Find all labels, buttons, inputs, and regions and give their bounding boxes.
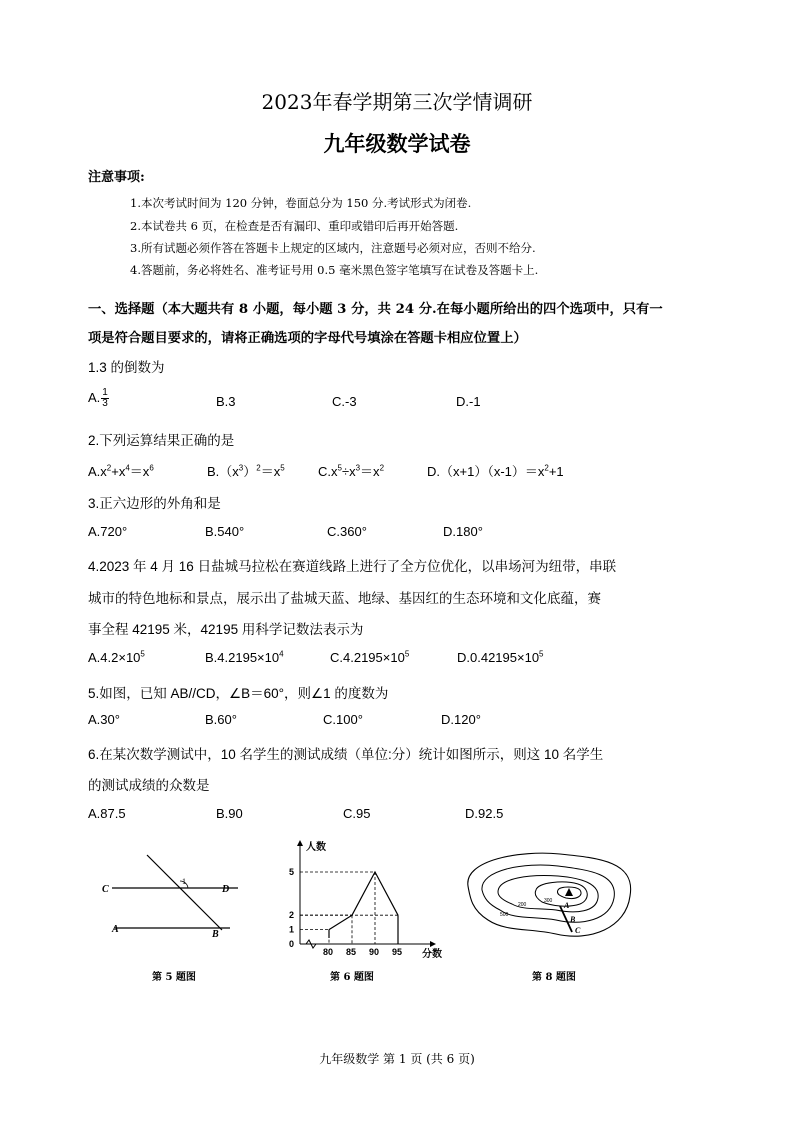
y-tick-label: 5 [289, 867, 295, 877]
contour-3 [498, 876, 598, 912]
label-a: A [112, 924, 119, 935]
q5-option-d: D.120° [441, 712, 481, 727]
question-4-stem-line: 4.2023 年 4 月 16 日盐城马拉松在赛道线路上进行了全方位优化，以串场河为纽带，串联 [88, 559, 617, 574]
x-axis-arrow [430, 941, 436, 947]
q1-option-d: D.-1 [456, 394, 481, 409]
x-tick-label: 90 [369, 947, 380, 957]
x-tick-label: 95 [392, 947, 403, 957]
label-b: B [570, 915, 576, 924]
q6-option-d: D.92.5 [465, 806, 504, 821]
q3-option-b: B.540° [205, 524, 245, 539]
q6-option-c: C.95 [343, 806, 371, 821]
figure-5-parallel-lines [100, 850, 240, 938]
label-b: B [212, 929, 219, 938]
figure-8-caption: 第 8 题图 [532, 972, 576, 983]
q6-option-a: A.87.5 [88, 806, 126, 821]
x-tick-label: 85 [346, 947, 357, 957]
y-tick-label: 2 [289, 910, 295, 921]
section-heading: 一、选择题（本大题共有 8 小题，每小题 3 分，共 24 分.在每小题所给出的四个选项中，只有一 [88, 302, 663, 317]
label-a: A [564, 901, 570, 910]
question-2-stem: 2.下列运算结果正确的是 [88, 433, 235, 448]
q4-option-c: $C.4.2195\times 10^5$ [330, 649, 410, 665]
x-tick-label: 80 [323, 947, 334, 957]
label-angle-1: 1 [182, 877, 186, 886]
label-c: C [575, 926, 581, 935]
q4-option-a: $A.4.2\times 10^5$ [88, 649, 145, 665]
q2-option-b: $B.(x^3)^2=x^5$ [207, 463, 285, 479]
question-6-stem-line: 的测试成绩的众数是 [88, 778, 210, 793]
contour-label: 500 [500, 912, 509, 918]
y-axis-label: 人数 [306, 842, 326, 853]
q4-option-b: $B.4.2195\times 10^4$ [205, 649, 284, 665]
label-c: C [102, 884, 109, 895]
q5-option-a: A.30° [88, 712, 120, 727]
notes-heading: 注意事项: [88, 170, 145, 185]
q1-option-b: B.3 [216, 394, 236, 409]
exam-subtitle: 九年级数学试卷 [323, 131, 471, 156]
figure-6-chart [282, 836, 452, 958]
q5-option-b: B.60° [205, 712, 237, 727]
figure-8-contour-map [460, 846, 640, 946]
q2-option-c: $C.x^5\div x^3=x^2$ [318, 463, 385, 479]
label-d: D [222, 884, 230, 895]
q3-option-d: D.180° [443, 524, 483, 539]
y-tick-label: 0 [289, 939, 295, 949]
figure-6-caption: 第 6 题图 [330, 972, 374, 983]
exam-title: 2023年春学期第三次学情调研 [261, 90, 533, 114]
page-footer: 九年级数学 第 1 页 (共 6 页) [319, 1052, 475, 1066]
fraction: $\frac{1}{3}$ [102, 387, 108, 409]
question-4-stem-line: 事全程 42195 米，42195 用科学记数法表示为 [88, 622, 364, 637]
contour-label: 200 [518, 902, 527, 908]
figure-5-caption: 第 5 题图 [152, 972, 196, 983]
q5-option-c: C.100° [323, 712, 363, 727]
note-item: 4.答题前，务必将姓名、准考证号用 0.5 毫米黑色签字笔填写在试卷及答题卡上. [130, 263, 539, 277]
question-5-stem: 5.如图，已知 AB//CD，∠B＝60°，则∠1 的度数为 [88, 686, 389, 701]
question-6-stem-line: 6.在某次数学测试中，10 名学生的测试成绩（单位:分）统计如图所示，则这 10 名学生 [88, 747, 604, 762]
section-heading-cont: 项是符合题目要求的，请将正确选项的字母代号填涂在答题卡相应位置上） [88, 331, 527, 346]
contour-label: 300 [544, 898, 553, 904]
note-item: 2.本试卷共 6 页，在检查是否有漏印、重印或错印后再开始答题. [130, 219, 459, 233]
q1-option-c: C.-3 [332, 394, 357, 409]
question-1-stem: 1.3 的倒数为 [88, 360, 165, 375]
q3-option-c: C.360° [327, 524, 367, 539]
series-line [329, 872, 398, 930]
x-axis-label: 分数 [422, 949, 442, 958]
q6-option-b: B.90 [216, 806, 243, 821]
note-item: 1.本次考试时间为 120 分钟，卷面总分为 150 分.考试形式为闭卷. [130, 196, 472, 210]
question-4-stem-line: 城市的特色地标和景点，展示出了盐城天蓝、地绿、基因红的生态环境和文化底蕴，赛 [88, 591, 601, 606]
q3-option-a: A.720° [88, 524, 128, 539]
question-3-stem: 3.正六边形的外角和是 [88, 496, 221, 511]
y-axis-arrow [297, 840, 303, 846]
q1-option-a: A. $\frac{1}{3}$ [88, 387, 108, 409]
q2-option-a: $A.x^2+x^4=x^6$ [88, 463, 154, 479]
transversal-line [147, 855, 222, 930]
q4-option-d: $D.0.42195\times 10^5$ [457, 649, 544, 665]
note-item: 3.所有试题必须作答在答题卡上规定的区域内，注意题号必须对应，否则不给分. [130, 241, 536, 255]
summit-triangle-icon [565, 888, 573, 896]
y-tick-label: 1 [289, 924, 295, 935]
q2-option-d: $D.(x+1)(x-1)=x^2+1$ [427, 463, 564, 479]
